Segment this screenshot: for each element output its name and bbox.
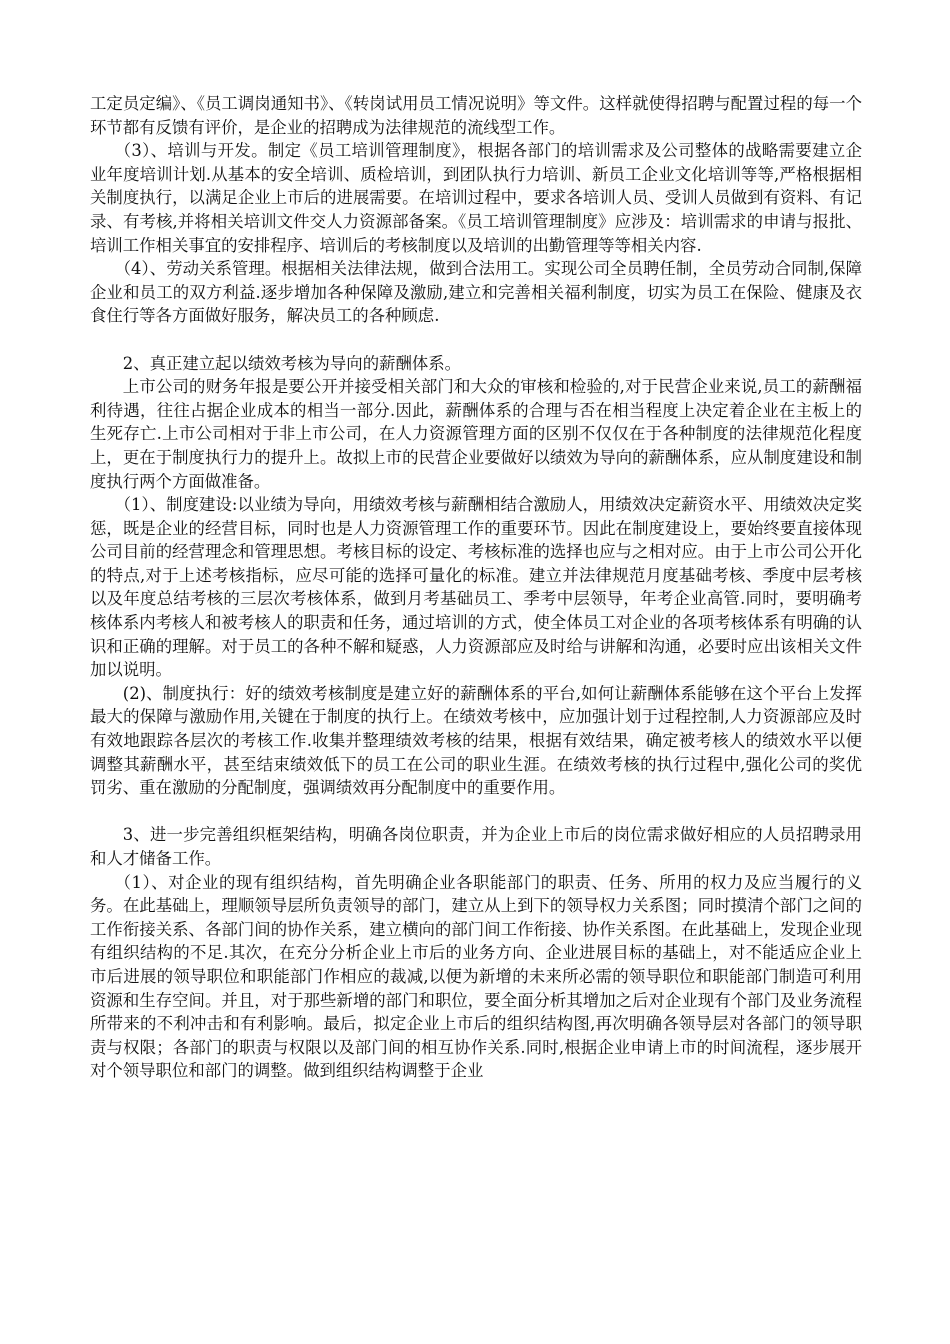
document-page [90, 92, 862, 1083]
paragraph-training: （3）、培训与开发。制定《员工培训管理制度》，根据各部门的培训需求及公司整体的战略需要建立企业年度培训计划.从基本的安全培训、质检培训，到团队执行力培训、新员工企业文化培训等等,严格根据相关制度执行，以满足企业上市后的进展需要。在培训过程中，要求各培训人员、受训人员做到有资料、有记录、有考核,并将相关培训文件交人力资源部备案。《员工培训管理制度》应涉及：培训需求的申请与报批、培训工作相关事宜的安排程序、培训后的考核制度以及培训的出勤管理等等相关内容. [90, 141, 862, 255]
section-heading-2: 2、真正建立起以绩效考核为导向的薪酬体系。 [122, 353, 462, 373]
paragraph-org-structure: （1）、对企业的现有组织结构，首先明确企业各职能部门的职责、任务、所用的权力及应当履行的义务。在此基础上，理顺领导层所负责领导的部门，建立从上到下的领导权力关系图；同时摸清个部门之间的工作衔接关系、各部门间的协作关系，建立横向的部门间工作衔接、协作关系图。在此基础上，发现企业现有组织结构的不足.其次，在充分分析企业上市后的业务方向、企业进展目标的基础上，对不能适应企业上市后进展的领导职位和职能部门作相应的裁减,以便为新增的未来所必需的领导职位和职能部门制造可利用资源和生存空间。并且，对于那些新增的部门和职位，要全面分析其增加之后对企业现有个部门及业务流程所带来的不利冲击和有利影响。最后，拟定企业上市后的组织结构图,再次明确各领导层对各部门的领导职责与权限；各部门的职责与权限以及部门间的相互协作关系.同时,根据企业申请上市的时间流程，逐步展开对个领导职位和部门的调整。做到组织结构调整于企业 [90, 872, 862, 1081]
paragraph-labor-relations: （4）、劳动关系管理。根据相关法律法规，做到合法用工。实现公司全员聘任制，全员劳动合同制,保障企业和员工的双方利益.逐步增加各种保障及激励,建立和完善相关福利制度，切实为员工在保险、健康及衣食住行等各方面做好服务，解决员工的各种顾虑. [90, 259, 862, 326]
section-heading-3: 3、进一步完善组织框架结构，明确各岗位职责，并为企业上市后的岗位需求做好相应的人员招聘录用和人才储备工作。 [90, 825, 862, 868]
paragraph-system-building: （1）、制度建设:以业绩为导向，用绩效考核与薪酬相结合激励人，用绩效决定薪资水平、用绩效决定奖惩，既是企业的经营目标，同时也是人力资源管理工作的重要环节。因此在制度建设上，要始终要直接体现公司目前的经营理念和管理思想。考核目标的设定、考核标准的选择也应与之相对应。由于上市公司公开化的特点,对于上述考核指标，应尽可能的选择可量化的标准。建立并法律规范月度基础考核、季度中层考核以及年度总结考核的三层次考核体系，做到月考基础员工、季考中层领导，年考企业高管.同时，要明确考核体系内考核人和被考核人的职责和任务，通过培训的方式，使全体员工对企业的各项考核体系有明确的认识和正确的理解。对于员工的各种不解和疑惑，人力资源部应及时给与讲解和沟通，必要时应出该相关文件加以说明。 [90, 495, 862, 680]
paragraph-compensation-intro: 上市公司的财务年报是要公开并接受相关部门和大众的审核和检验的,对于民营企业来说,员工的薪酬福利待遇，往往占据企业成本的相当一部分.因此，薪酬体系的合理与否在相当程度上决定着企业在主板上的生死存亡.上市公司相对于非上市公司，在人力资源管理方面的区别不仅仅在于各种制度的法律规范化程度上，更在于制度执行力的提升上。故拟上市的民营企业要做好以绩效为导向的薪酬体系，应从制度建设和制度执行两个方面做准备。 [90, 377, 862, 491]
paragraph-recruitment-end: 工定员定编》、《员工调岗通知书》、《转岗试用员工情况说明》等文件。这样就使得招聘与配置过程的每一个环节都有反馈有评价，是企业的招聘成为法律规范的流线型工作。 [90, 94, 862, 137]
paragraph-system-execution: (2)、制度执行：好的绩效考核制度是建立好的薪酬体系的平台,如何让薪酬体系能够在这个平台上发挥最大的保障与激励作用,关键在于制度的执行上。在绩效考核中，应加强计划于过程控制,人力资源部应及时有效地跟踪各层次的考核工作.收集并整理绩效考核的结果，根据有效结果，确定被考核人的绩效水平以便调整其薪酬水平，甚至结束绩效低下的员工在公司的职业生涯。在绩效考核的执行过程中,强化公司的奖优罚劣、重在激励的分配制度，强调绩效再分配制度中的重要作用。 [90, 683, 862, 798]
